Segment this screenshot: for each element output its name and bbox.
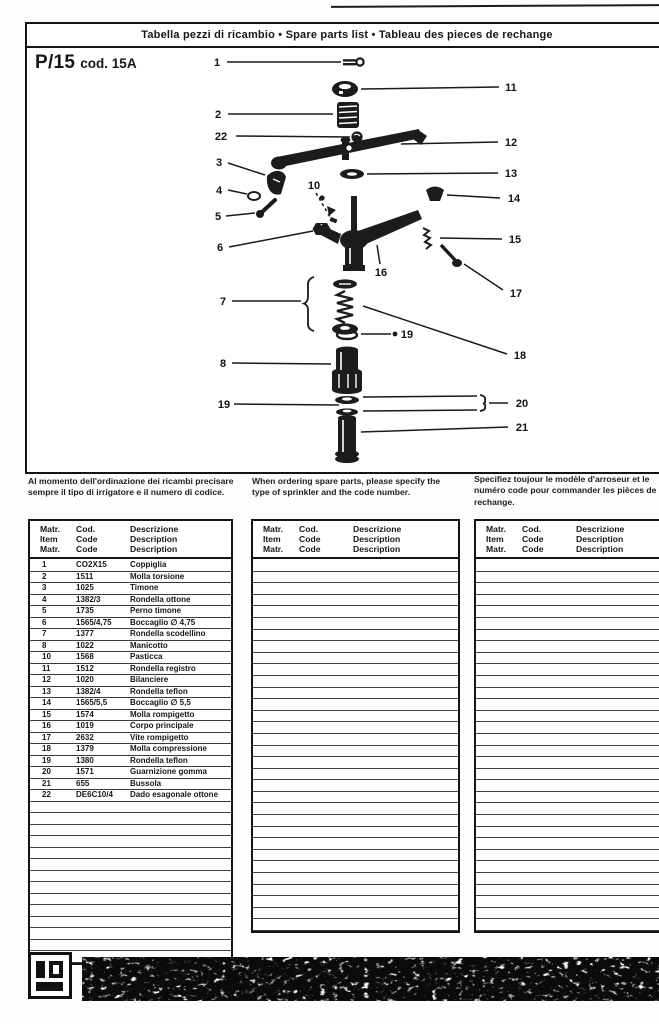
cell-code: 1565/4,75 (76, 617, 112, 627)
empty-table-row (30, 848, 231, 860)
part-10-pasticca (319, 195, 337, 223)
table-row (30, 664, 231, 676)
table-row (30, 675, 231, 687)
empty-table-row (476, 896, 659, 908)
empty-table-row (253, 618, 458, 630)
cell-item: 18 (42, 744, 51, 753)
empty-table-row (30, 813, 231, 825)
callout-10: 10 (307, 180, 321, 192)
empty-table-row (30, 871, 231, 883)
header-line: Matr. (486, 524, 507, 534)
empty-table-row (30, 882, 231, 894)
empty-table-row (476, 676, 659, 688)
header-col-desc (130, 524, 229, 554)
cell-code: 1382/4 (76, 686, 101, 696)
exploded-parts-diagram (27, 48, 659, 472)
leader-lines (226, 62, 508, 432)
empty-table-row (253, 861, 458, 873)
empty-table-row (476, 722, 659, 734)
empty-table-row (30, 928, 231, 940)
part-3-timone (267, 171, 286, 195)
empty-table-row (476, 641, 659, 653)
header-line: Description (130, 544, 178, 554)
scan-noise-strip (82, 957, 659, 1001)
table-row (30, 572, 231, 584)
empty-table-row (253, 653, 458, 665)
callout-21: 21 (515, 422, 529, 434)
header-line: Matr. (40, 544, 61, 554)
cell-code: 1382/3 (76, 594, 101, 604)
table-body (30, 559, 231, 963)
empty-table-row (253, 641, 458, 653)
empty-table-row (253, 746, 458, 758)
cell-desc: Boccaglio ∅ 5,5 (130, 698, 191, 707)
header-line: Item (263, 534, 281, 544)
callout-20: 20 (515, 398, 529, 410)
cell-desc: Dado esagonale ottone (130, 790, 219, 799)
empty-table-row (476, 769, 659, 781)
callout-14: 14 (507, 193, 521, 205)
empty-table-row (253, 699, 458, 711)
model-code: cod. 15A (80, 56, 137, 71)
empty-table-row (253, 780, 458, 792)
cell-item: 16 (42, 721, 51, 730)
empty-table-row (30, 836, 231, 848)
header-line: Description (576, 544, 624, 554)
ordering-note-english: When ordering spare parts, please specify the type of sprinkler and the code number. (252, 476, 441, 498)
table-row (30, 698, 231, 710)
cell-desc: Manicotto (130, 640, 168, 650)
table-row (30, 629, 231, 641)
cell-desc: Molla rompigetto (130, 709, 195, 719)
empty-table-row (30, 940, 231, 952)
header-line: Descrizione (353, 524, 402, 534)
empty-table-row (476, 757, 659, 769)
callout-6: 6 (216, 242, 224, 254)
cell-desc: Molla compressione (130, 744, 207, 753)
table-row (30, 560, 231, 572)
empty-table-row (476, 885, 659, 897)
header-col-item (40, 524, 76, 554)
header-line: Cod. (76, 524, 96, 534)
cell-code: 1379 (76, 744, 94, 753)
cell-item: 21 (42, 778, 51, 788)
part-8-manicotto (332, 347, 362, 395)
cell-item: 15 (42, 709, 51, 719)
header-line: Code (522, 534, 544, 544)
header-line: Description (576, 534, 624, 544)
empty-table-row (476, 572, 659, 584)
diagram-frame (25, 22, 659, 474)
header-line: Description (130, 534, 178, 544)
empty-table-row (476, 850, 659, 862)
header-line: Item (40, 534, 58, 544)
part-19-rondella-teflon-ring (337, 331, 357, 339)
empty-table-row (476, 815, 659, 827)
part-16-corpo-principale (317, 196, 422, 271)
cell-item: 17 (42, 732, 51, 742)
callout-2: 2 (214, 109, 222, 121)
callout-4: 4 (215, 185, 223, 197)
callout-18: 18 (513, 350, 527, 362)
empty-table-row (30, 859, 231, 871)
cell-item: 8 (42, 640, 47, 650)
cell-item: 1 (42, 560, 47, 569)
empty-table-row (253, 560, 458, 572)
cell-item: 19 (42, 755, 51, 765)
table-row (30, 733, 231, 745)
part-11-rondella-registro (332, 81, 358, 97)
header-line: Code (522, 544, 544, 554)
ordering-note-french: Specifiez toujour le modèle d'arroseur et le numéro code pour commander les pièces de rechange. (474, 474, 657, 507)
empty-table-row (30, 917, 231, 929)
header-line: Cod. (522, 524, 542, 534)
part-21-bussola (335, 415, 359, 463)
cell-item: 20 (42, 767, 51, 776)
cell-code: 1380 (76, 755, 94, 765)
empty-table-row (476, 873, 659, 885)
callout-7: 7 (219, 296, 227, 308)
header-col-code (522, 524, 576, 554)
table-row (30, 618, 231, 630)
empty-table-row (476, 838, 659, 850)
table-row (30, 710, 231, 722)
cell-code: 1735 (76, 606, 94, 615)
empty-table-row (30, 905, 231, 917)
callout-13: 13 (504, 168, 518, 180)
cell-code: 1511 (76, 571, 94, 581)
cell-desc: Rondella ottone (130, 594, 191, 604)
empty-table-row (476, 792, 659, 804)
table-body (476, 559, 659, 931)
empty-table-row (253, 676, 458, 688)
table-row (30, 595, 231, 607)
header-col-item (486, 524, 522, 554)
part-4-rondella-ottone (248, 192, 260, 200)
header-col-item (263, 524, 299, 554)
part-12-bilanciere (271, 129, 427, 170)
scan-artifact-line (331, 4, 659, 8)
header-line: Matr. (40, 524, 61, 534)
group-braces (304, 277, 485, 411)
part-1-coppiglia (343, 58, 364, 65)
callout-1: 1 (213, 57, 221, 69)
header-col-code (299, 524, 353, 554)
empty-table-row (253, 850, 458, 862)
empty-table-row (476, 908, 659, 920)
header-col-code (76, 524, 130, 554)
table-row (30, 744, 231, 756)
table-row (30, 767, 231, 779)
empty-table-row (253, 734, 458, 746)
empty-table-row (253, 873, 458, 885)
header-line: Item (486, 534, 504, 544)
empty-table-row (253, 803, 458, 815)
header-line: Matr. (263, 544, 284, 554)
header-line: Matr. (486, 544, 507, 554)
cell-code: 1377 (76, 629, 94, 638)
page-title: Tabella pezzi di ricambio • Spare parts list • Tableau des pieces de rechange (141, 29, 553, 41)
header-line: Descrizione (576, 524, 625, 534)
header-line: Code (76, 534, 98, 544)
model-name: P/15 (35, 52, 76, 73)
empty-table-row (476, 560, 659, 572)
cell-code: 1571 (76, 767, 94, 776)
empty-table-row (253, 630, 458, 642)
cell-code: 1020 (76, 675, 94, 684)
callout-19b: 19 (217, 399, 231, 411)
part-7-rondella-scodellino-group (332, 279, 358, 334)
empty-table-row (476, 734, 659, 746)
table-row (30, 583, 231, 595)
cell-code: DE6C10/4 (76, 790, 113, 799)
empty-table-row (253, 919, 458, 931)
part-18-molla-compressione (337, 291, 353, 323)
parts-table-blank-middle (251, 519, 460, 933)
part-17-vite-rompigetto (441, 245, 462, 267)
table-row (30, 641, 231, 653)
empty-table-row (476, 919, 659, 931)
header-line: Code (299, 534, 321, 544)
empty-table-row (476, 699, 659, 711)
header-line: Cod. (299, 524, 319, 534)
callout-17: 17 (509, 288, 523, 300)
cell-item: 11 (42, 663, 51, 673)
callout-15: 15 (508, 234, 522, 246)
cell-code: 1022 (76, 640, 94, 650)
cell-desc: Rondella teflon (130, 686, 188, 696)
cell-desc: Rondella teflon (130, 755, 188, 765)
part-13-rondella-teflon (340, 169, 364, 179)
table-header (30, 521, 231, 559)
empty-table-row (476, 595, 659, 607)
cell-item: 10 (42, 652, 51, 661)
empty-table-row (30, 825, 231, 837)
cell-item: 14 (42, 698, 51, 707)
empty-table-row (253, 688, 458, 700)
empty-table-row (253, 583, 458, 595)
cell-code: 2632 (76, 732, 94, 742)
header-line: Description (353, 534, 401, 544)
empty-table-row (253, 827, 458, 839)
cell-desc: Bilanciere (130, 675, 169, 684)
header-col-desc (576, 524, 659, 554)
empty-table-row (253, 896, 458, 908)
empty-table-row (253, 757, 458, 769)
empty-table-row (476, 711, 659, 723)
empty-table-row (476, 664, 659, 676)
cell-desc: Boccaglio ∅ 4,75 (130, 617, 196, 627)
cell-desc: Bussola (130, 778, 162, 788)
callout-16: 16 (374, 267, 388, 279)
callout-12: 12 (504, 137, 518, 149)
table-row (30, 721, 231, 733)
empty-table-row (253, 792, 458, 804)
cell-item: 4 (42, 594, 47, 604)
empty-table-row (253, 606, 458, 618)
empty-table-row (476, 583, 659, 595)
cell-code: 1574 (76, 709, 94, 719)
cell-desc: Corpo principale (130, 721, 194, 730)
empty-table-row (253, 838, 458, 850)
empty-table-row (30, 802, 231, 814)
empty-table-row (253, 711, 458, 723)
page-header (27, 24, 659, 48)
callout-11: 11 (505, 82, 517, 94)
empty-table-row (476, 606, 659, 618)
parts-table-blank-right (474, 519, 659, 933)
empty-table-row (476, 688, 659, 700)
empty-table-row (253, 572, 458, 584)
cell-desc: Vite rompigetto (130, 732, 189, 742)
callout-5: 5 (214, 211, 222, 223)
table-row (30, 652, 231, 664)
cell-desc: Pasticca (130, 652, 163, 661)
callout-8: 8 (219, 358, 227, 370)
empty-table-row (476, 618, 659, 630)
part-5-perno-timone (256, 200, 275, 218)
cell-desc: Guarnizione gomma (130, 767, 207, 776)
table-row (30, 779, 231, 791)
header-line: Matr. (263, 524, 284, 534)
callout-3: 3 (215, 157, 223, 169)
table-header (476, 521, 659, 559)
header-col-desc (353, 524, 456, 554)
manufacturer-logo (28, 952, 72, 999)
empty-table-row (253, 769, 458, 781)
empty-table-row (253, 815, 458, 827)
cell-code: 1565/5,5 (76, 698, 108, 707)
cell-item: 5 (42, 606, 47, 615)
empty-table-row (253, 722, 458, 734)
empty-table-row (253, 664, 458, 676)
empty-table-row (30, 894, 231, 906)
empty-table-row (253, 595, 458, 607)
cell-item: 3 (42, 583, 47, 592)
empty-table-row (253, 908, 458, 920)
cell-item: 6 (42, 617, 47, 627)
cell-code: 1019 (76, 721, 94, 730)
callout-22: 22 (214, 131, 228, 143)
empty-table-row (476, 746, 659, 758)
callout-19a: 19 (400, 329, 414, 341)
empty-table-row (476, 780, 659, 792)
cell-code: 655 (76, 778, 90, 788)
table-row (30, 790, 231, 802)
table-body (253, 559, 458, 931)
cell-code: CO2X15 (76, 560, 107, 569)
cell-desc: Molla torsione (130, 571, 185, 581)
header-line: Code (299, 544, 321, 554)
empty-table-row (476, 827, 659, 839)
parts-table-filled (28, 519, 233, 965)
header-line: Code (76, 544, 98, 554)
part-shapes (248, 58, 462, 463)
cell-desc: Perno timone (130, 606, 182, 615)
part-15-molla-rompigetto (423, 228, 431, 249)
empty-table-row (476, 630, 659, 642)
cell-code: 1512 (76, 663, 94, 673)
empty-table-row (476, 861, 659, 873)
cell-item: 7 (42, 629, 47, 638)
table-row (30, 687, 231, 699)
part-14-boccaglio (426, 187, 444, 202)
cell-item: 13 (42, 686, 51, 696)
part-2-molla-torsione (337, 102, 359, 128)
cell-desc: Timone (130, 583, 159, 592)
empty-table-row (476, 653, 659, 665)
cell-desc: Coppiglia (130, 560, 167, 569)
table-row (30, 756, 231, 768)
cell-item: 2 (42, 571, 47, 581)
ordering-note-italian: Al momento dell'ordinazione dei ricambi precisare sempre il tipo di irrigatore e il numero di codice. (28, 476, 234, 498)
cell-item: 22 (42, 790, 51, 799)
header-line: Descrizione (130, 524, 179, 534)
cell-item: 12 (42, 675, 51, 684)
cell-desc: Rondella scodellino (130, 629, 206, 638)
cell-code: 1025 (76, 583, 94, 592)
cell-desc: Rondella registro (130, 663, 196, 673)
header-line: Description (353, 544, 401, 554)
empty-table-row (253, 885, 458, 897)
empty-table-row (476, 803, 659, 815)
table-row (30, 606, 231, 618)
table-header (253, 521, 458, 559)
part-20-guarnizione-gomma (335, 396, 359, 416)
cell-code: 1568 (76, 652, 94, 661)
